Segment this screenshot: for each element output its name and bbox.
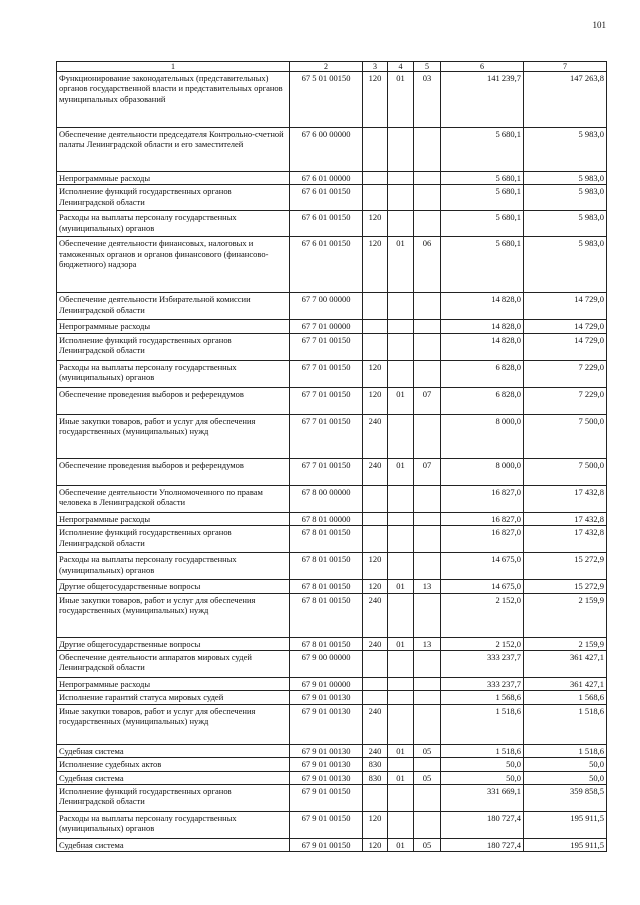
row-vr-cell: 830 (363, 758, 388, 771)
row-code-cell: 67 6 01 00150 (290, 237, 363, 293)
row-vr-cell: 240 (363, 744, 388, 757)
row-name-cell: Судебная система (57, 839, 290, 852)
row-rz-cell: 01 (388, 237, 414, 293)
row-vr-cell (363, 785, 388, 812)
row-value-1-cell: 331 669,1 (441, 785, 524, 812)
row-code-cell: 67 9 01 00150 (290, 839, 363, 852)
table-row (57, 333, 607, 360)
row-value-2-cell: 1 518,6 (524, 704, 607, 744)
row-vr-cell (363, 678, 388, 691)
row-rz-cell (388, 333, 414, 360)
budget-table (56, 61, 607, 852)
row-pr-cell (414, 293, 441, 320)
row-name-cell: Непрограммные расходы (57, 512, 290, 525)
row-pr-cell (414, 333, 441, 360)
row-code-cell: 67 7 01 00150 (290, 458, 363, 485)
table-row (57, 185, 607, 211)
row-value-2-cell: 5 983,0 (524, 172, 607, 185)
row-pr-cell (414, 758, 441, 771)
row-value-1-cell: 180 727,4 (441, 812, 524, 839)
row-vr-cell (363, 526, 388, 553)
row-pr-cell (414, 812, 441, 839)
row-pr-cell (414, 485, 441, 512)
row-value-2-cell: 5 983,0 (524, 211, 607, 237)
row-name-cell: Обеспечение деятельности аппаратов мировых судей Ленинградской области (57, 651, 290, 678)
page-number: 101 (592, 20, 606, 30)
row-rz-cell: 01 (388, 72, 414, 128)
row-code-cell: 67 7 01 00150 (290, 333, 363, 360)
row-vr-cell: 120 (363, 72, 388, 128)
row-rz-cell (388, 526, 414, 553)
row-vr-cell: 240 (363, 414, 388, 458)
row-rz-cell (388, 128, 414, 172)
row-value-2-cell: 147 263,8 (524, 72, 607, 128)
row-vr-cell (363, 485, 388, 512)
row-pr-cell (414, 678, 441, 691)
row-value-2-cell: 17 432,8 (524, 526, 607, 553)
row-vr-cell: 120 (363, 812, 388, 839)
row-vr-cell: 240 (363, 458, 388, 485)
row-rz-cell (388, 678, 414, 691)
row-code-cell: 67 7 01 00150 (290, 360, 363, 387)
row-value-2-cell: 17 432,8 (524, 485, 607, 512)
row-value-2-cell: 14 729,0 (524, 320, 607, 333)
row-rz-cell (388, 320, 414, 333)
table-row (57, 771, 607, 784)
table-row (57, 593, 607, 637)
row-value-2-cell: 7 500,0 (524, 458, 607, 485)
row-value-2-cell: 2 159,9 (524, 637, 607, 650)
row-value-2-cell: 5 983,0 (524, 128, 607, 172)
table-row (57, 526, 607, 553)
row-value-2-cell: 195 911,5 (524, 812, 607, 839)
row-name-cell: Обеспечение деятельности председателя Контрольно-счетной палаты Ленинградской области и его заместителей (57, 128, 290, 172)
row-pr-cell: 03 (414, 72, 441, 128)
row-code-cell: 67 5 01 00150 (290, 72, 363, 128)
row-value-1-cell: 5 680,1 (441, 237, 524, 293)
row-pr-cell: 13 (414, 637, 441, 650)
row-name-cell: Исполнение судебных актов (57, 758, 290, 771)
row-pr-cell (414, 691, 441, 704)
row-name-cell: Расходы на выплаты персоналу государственных (муниципальных) органов (57, 211, 290, 237)
row-pr-cell (414, 172, 441, 185)
table-row (57, 651, 607, 678)
row-vr-cell: 240 (363, 637, 388, 650)
table-row (57, 458, 607, 485)
row-vr-cell: 120 (363, 237, 388, 293)
row-code-cell: 67 8 01 00150 (290, 526, 363, 553)
row-vr-cell: 120 (363, 580, 388, 593)
table-row (57, 72, 607, 128)
row-value-1-cell: 2 152,0 (441, 593, 524, 637)
row-pr-cell (414, 360, 441, 387)
row-value-1-cell: 16 827,0 (441, 512, 524, 525)
row-value-2-cell: 361 427,1 (524, 651, 607, 678)
row-name-cell: Расходы на выплаты персоналу государственных (муниципальных) органов (57, 360, 290, 387)
table-row (57, 211, 607, 237)
row-name-cell: Расходы на выплаты персоналу государственных (муниципальных) органов (57, 812, 290, 839)
row-code-cell: 67 9 01 00130 (290, 704, 363, 744)
row-code-cell: 67 9 00 00000 (290, 651, 363, 678)
row-name-cell: Иные закупки товаров, работ и услуг для обеспечения государственных (муниципальных) нужд (57, 593, 290, 637)
row-value-2-cell: 2 159,9 (524, 593, 607, 637)
table-row (57, 758, 607, 771)
row-name-cell: Расходы на выплаты персоналу государственных (муниципальных) органов (57, 553, 290, 580)
table-row (57, 320, 607, 333)
row-value-2-cell: 359 858,5 (524, 785, 607, 812)
row-vr-cell (363, 512, 388, 525)
row-code-cell: 67 9 01 00150 (290, 812, 363, 839)
row-value-1-cell: 50,0 (441, 771, 524, 784)
row-pr-cell (414, 553, 441, 580)
table-row (57, 293, 607, 320)
row-pr-cell: 05 (414, 771, 441, 784)
row-vr-cell (363, 333, 388, 360)
row-value-1-cell: 5 680,1 (441, 185, 524, 211)
table-row (57, 237, 607, 293)
row-value-2-cell: 50,0 (524, 758, 607, 771)
row-rz-cell: 01 (388, 458, 414, 485)
row-value-1-cell: 5 680,1 (441, 211, 524, 237)
row-vr-cell: 120 (363, 387, 388, 414)
row-value-2-cell: 1 518,6 (524, 744, 607, 757)
row-code-cell: 67 9 01 00130 (290, 758, 363, 771)
row-value-2-cell: 7 229,0 (524, 360, 607, 387)
row-value-2-cell: 15 272,9 (524, 580, 607, 593)
row-name-cell: Судебная система (57, 744, 290, 757)
row-name-cell: Обеспечение проведения выборов и референдумов (57, 458, 290, 485)
row-value-1-cell: 14 828,0 (441, 320, 524, 333)
row-value-1-cell: 50,0 (441, 758, 524, 771)
table-row (57, 785, 607, 812)
table-row (57, 414, 607, 458)
table-row (57, 812, 607, 839)
row-name-cell: Исполнение гарантий статуса мировых судей (57, 691, 290, 704)
row-code-cell: 67 9 01 00150 (290, 785, 363, 812)
row-pr-cell (414, 128, 441, 172)
header-cell-code: 2 (290, 62, 363, 72)
row-code-cell: 67 6 01 00150 (290, 211, 363, 237)
row-value-2-cell: 14 729,0 (524, 293, 607, 320)
table-row (57, 678, 607, 691)
row-vr-cell (363, 651, 388, 678)
row-vr-cell (363, 293, 388, 320)
row-value-1-cell: 16 827,0 (441, 526, 524, 553)
row-pr-cell (414, 593, 441, 637)
row-value-1-cell: 6 828,0 (441, 360, 524, 387)
row-value-2-cell: 50,0 (524, 771, 607, 784)
row-value-2-cell: 7 229,0 (524, 387, 607, 414)
row-code-cell: 67 8 00 00000 (290, 485, 363, 512)
row-rz-cell (388, 785, 414, 812)
row-value-1-cell: 14 675,0 (441, 580, 524, 593)
row-code-cell: 67 7 01 00150 (290, 414, 363, 458)
row-pr-cell: 07 (414, 458, 441, 485)
row-code-cell: 67 7 01 00150 (290, 387, 363, 414)
row-vr-cell: 240 (363, 593, 388, 637)
row-name-cell: Непрограммные расходы (57, 172, 290, 185)
row-value-2-cell: 17 432,8 (524, 512, 607, 525)
header-cell-rz: 4 (388, 62, 414, 72)
row-code-cell: 67 7 00 00000 (290, 293, 363, 320)
row-rz-cell (388, 704, 414, 744)
row-name-cell: Судебная система (57, 771, 290, 784)
row-name-cell: Обеспечение деятельности Избирательной комиссии Ленинградской области (57, 293, 290, 320)
row-vr-cell (363, 128, 388, 172)
row-rz-cell (388, 553, 414, 580)
row-value-1-cell: 6 828,0 (441, 387, 524, 414)
row-vr-cell: 120 (363, 839, 388, 852)
row-name-cell: Непрограммные расходы (57, 678, 290, 691)
table-row (57, 172, 607, 185)
header-cell-value-2: 7 (524, 62, 607, 72)
row-code-cell: 67 8 01 00150 (290, 637, 363, 650)
row-vr-cell (363, 691, 388, 704)
row-vr-cell: 120 (363, 553, 388, 580)
row-rz-cell (388, 211, 414, 237)
row-name-cell: Другие общегосударственные вопросы (57, 580, 290, 593)
row-code-cell: 67 9 01 00130 (290, 691, 363, 704)
row-name-cell: Другие общегосударственные вопросы (57, 637, 290, 650)
row-value-1-cell: 2 152,0 (441, 637, 524, 650)
row-rz-cell: 01 (388, 744, 414, 757)
row-code-cell: 67 6 01 00150 (290, 185, 363, 211)
row-rz-cell: 01 (388, 771, 414, 784)
row-rz-cell (388, 185, 414, 211)
row-value-1-cell: 1 518,6 (441, 704, 524, 744)
row-name-cell: Иные закупки товаров, работ и услуг для обеспечения государственных (муниципальных) нужд (57, 414, 290, 458)
row-code-cell: 67 7 01 00000 (290, 320, 363, 333)
row-rz-cell (388, 691, 414, 704)
row-value-1-cell: 8 000,0 (441, 458, 524, 485)
row-pr-cell: 13 (414, 580, 441, 593)
row-value-1-cell: 333 237,7 (441, 651, 524, 678)
row-name-cell: Исполнение функций государственных органов Ленинградской области (57, 526, 290, 553)
row-value-1-cell: 14 828,0 (441, 293, 524, 320)
row-value-2-cell: 1 568,6 (524, 691, 607, 704)
row-value-1-cell: 14 675,0 (441, 553, 524, 580)
row-value-1-cell: 1 568,6 (441, 691, 524, 704)
row-rz-cell: 01 (388, 637, 414, 650)
row-pr-cell (414, 512, 441, 525)
row-pr-cell (414, 651, 441, 678)
header-cell-pr: 5 (414, 62, 441, 72)
row-code-cell: 67 9 01 00000 (290, 678, 363, 691)
row-value-2-cell: 361 427,1 (524, 678, 607, 691)
table-row (57, 839, 607, 852)
table-row (57, 637, 607, 650)
table-row (57, 704, 607, 744)
row-pr-cell (414, 211, 441, 237)
row-rz-cell (388, 593, 414, 637)
row-name-cell: Функционирование законодательных (представительных) органов государственной власти и представительных органов муниципальных образований (57, 72, 290, 128)
row-vr-cell (363, 320, 388, 333)
row-vr-cell: 120 (363, 211, 388, 237)
row-value-2-cell: 5 983,0 (524, 237, 607, 293)
row-value-1-cell: 14 828,0 (441, 333, 524, 360)
row-name-cell: Обеспечение деятельности финансовых, налоговых и таможенных органов и органов финансового (финансово-бюджетного) надзора (57, 237, 290, 293)
row-name-cell: Исполнение функций государственных органов Ленинградской области (57, 185, 290, 211)
row-name-cell: Обеспечение деятельности Уполномоченного по правам человека в Ленинградской области (57, 485, 290, 512)
row-pr-cell (414, 704, 441, 744)
row-value-1-cell: 180 727,4 (441, 839, 524, 852)
row-value-1-cell: 8 000,0 (441, 414, 524, 458)
table-row (57, 691, 607, 704)
row-pr-cell (414, 414, 441, 458)
row-value-2-cell: 7 500,0 (524, 414, 607, 458)
table-row (57, 553, 607, 580)
row-value-2-cell: 195 911,5 (524, 839, 607, 852)
row-rz-cell: 01 (388, 387, 414, 414)
row-rz-cell (388, 414, 414, 458)
row-value-1-cell: 141 239,7 (441, 72, 524, 128)
row-value-2-cell: 15 272,9 (524, 553, 607, 580)
row-rz-cell (388, 485, 414, 512)
row-value-1-cell: 333 237,7 (441, 678, 524, 691)
header-row (57, 62, 607, 72)
table-row (57, 128, 607, 172)
row-code-cell: 67 8 01 00150 (290, 580, 363, 593)
row-pr-cell (414, 320, 441, 333)
row-code-cell: 67 6 01 00000 (290, 172, 363, 185)
row-rz-cell (388, 172, 414, 185)
row-rz-cell (388, 758, 414, 771)
row-pr-cell: 06 (414, 237, 441, 293)
row-vr-cell: 830 (363, 771, 388, 784)
row-value-2-cell: 14 729,0 (524, 333, 607, 360)
row-name-cell: Исполнение функций государственных органов Ленинградской области (57, 333, 290, 360)
table-row (57, 580, 607, 593)
row-value-1-cell: 5 680,1 (441, 172, 524, 185)
row-vr-cell: 240 (363, 704, 388, 744)
row-vr-cell (363, 185, 388, 211)
row-vr-cell: 120 (363, 360, 388, 387)
row-name-cell: Непрограммные расходы (57, 320, 290, 333)
row-pr-cell: 05 (414, 744, 441, 757)
row-code-cell: 67 6 00 00000 (290, 128, 363, 172)
table-row (57, 744, 607, 757)
row-code-cell: 67 8 01 00150 (290, 553, 363, 580)
table-row (57, 512, 607, 525)
row-rz-cell (388, 360, 414, 387)
row-value-1-cell: 16 827,0 (441, 485, 524, 512)
row-name-cell: Исполнение функций государственных органов Ленинградской области (57, 785, 290, 812)
row-name-cell: Иные закупки товаров, работ и услуг для обеспечения государственных (муниципальных) нужд (57, 704, 290, 744)
row-rz-cell (388, 812, 414, 839)
row-name-cell: Обеспечение проведения выборов и референдумов (57, 387, 290, 414)
row-rz-cell (388, 512, 414, 525)
row-rz-cell (388, 293, 414, 320)
row-pr-cell (414, 185, 441, 211)
row-code-cell: 67 9 01 00130 (290, 744, 363, 757)
row-rz-cell: 01 (388, 580, 414, 593)
row-value-1-cell: 1 518,6 (441, 744, 524, 757)
header-cell-vr: 3 (363, 62, 388, 72)
row-rz-cell: 01 (388, 839, 414, 852)
header-cell-value-1: 6 (441, 62, 524, 72)
row-code-cell: 67 8 01 00000 (290, 512, 363, 525)
row-pr-cell: 07 (414, 387, 441, 414)
table-row (57, 387, 607, 414)
row-vr-cell (363, 172, 388, 185)
row-value-2-cell: 5 983,0 (524, 185, 607, 211)
table-row (57, 485, 607, 512)
row-pr-cell: 05 (414, 839, 441, 852)
row-pr-cell (414, 785, 441, 812)
row-rz-cell (388, 651, 414, 678)
row-value-1-cell: 5 680,1 (441, 128, 524, 172)
row-pr-cell (414, 526, 441, 553)
row-code-cell: 67 9 01 00130 (290, 771, 363, 784)
header-cell-name: 1 (57, 62, 290, 72)
row-code-cell: 67 8 01 00150 (290, 593, 363, 637)
table-row (57, 360, 607, 387)
